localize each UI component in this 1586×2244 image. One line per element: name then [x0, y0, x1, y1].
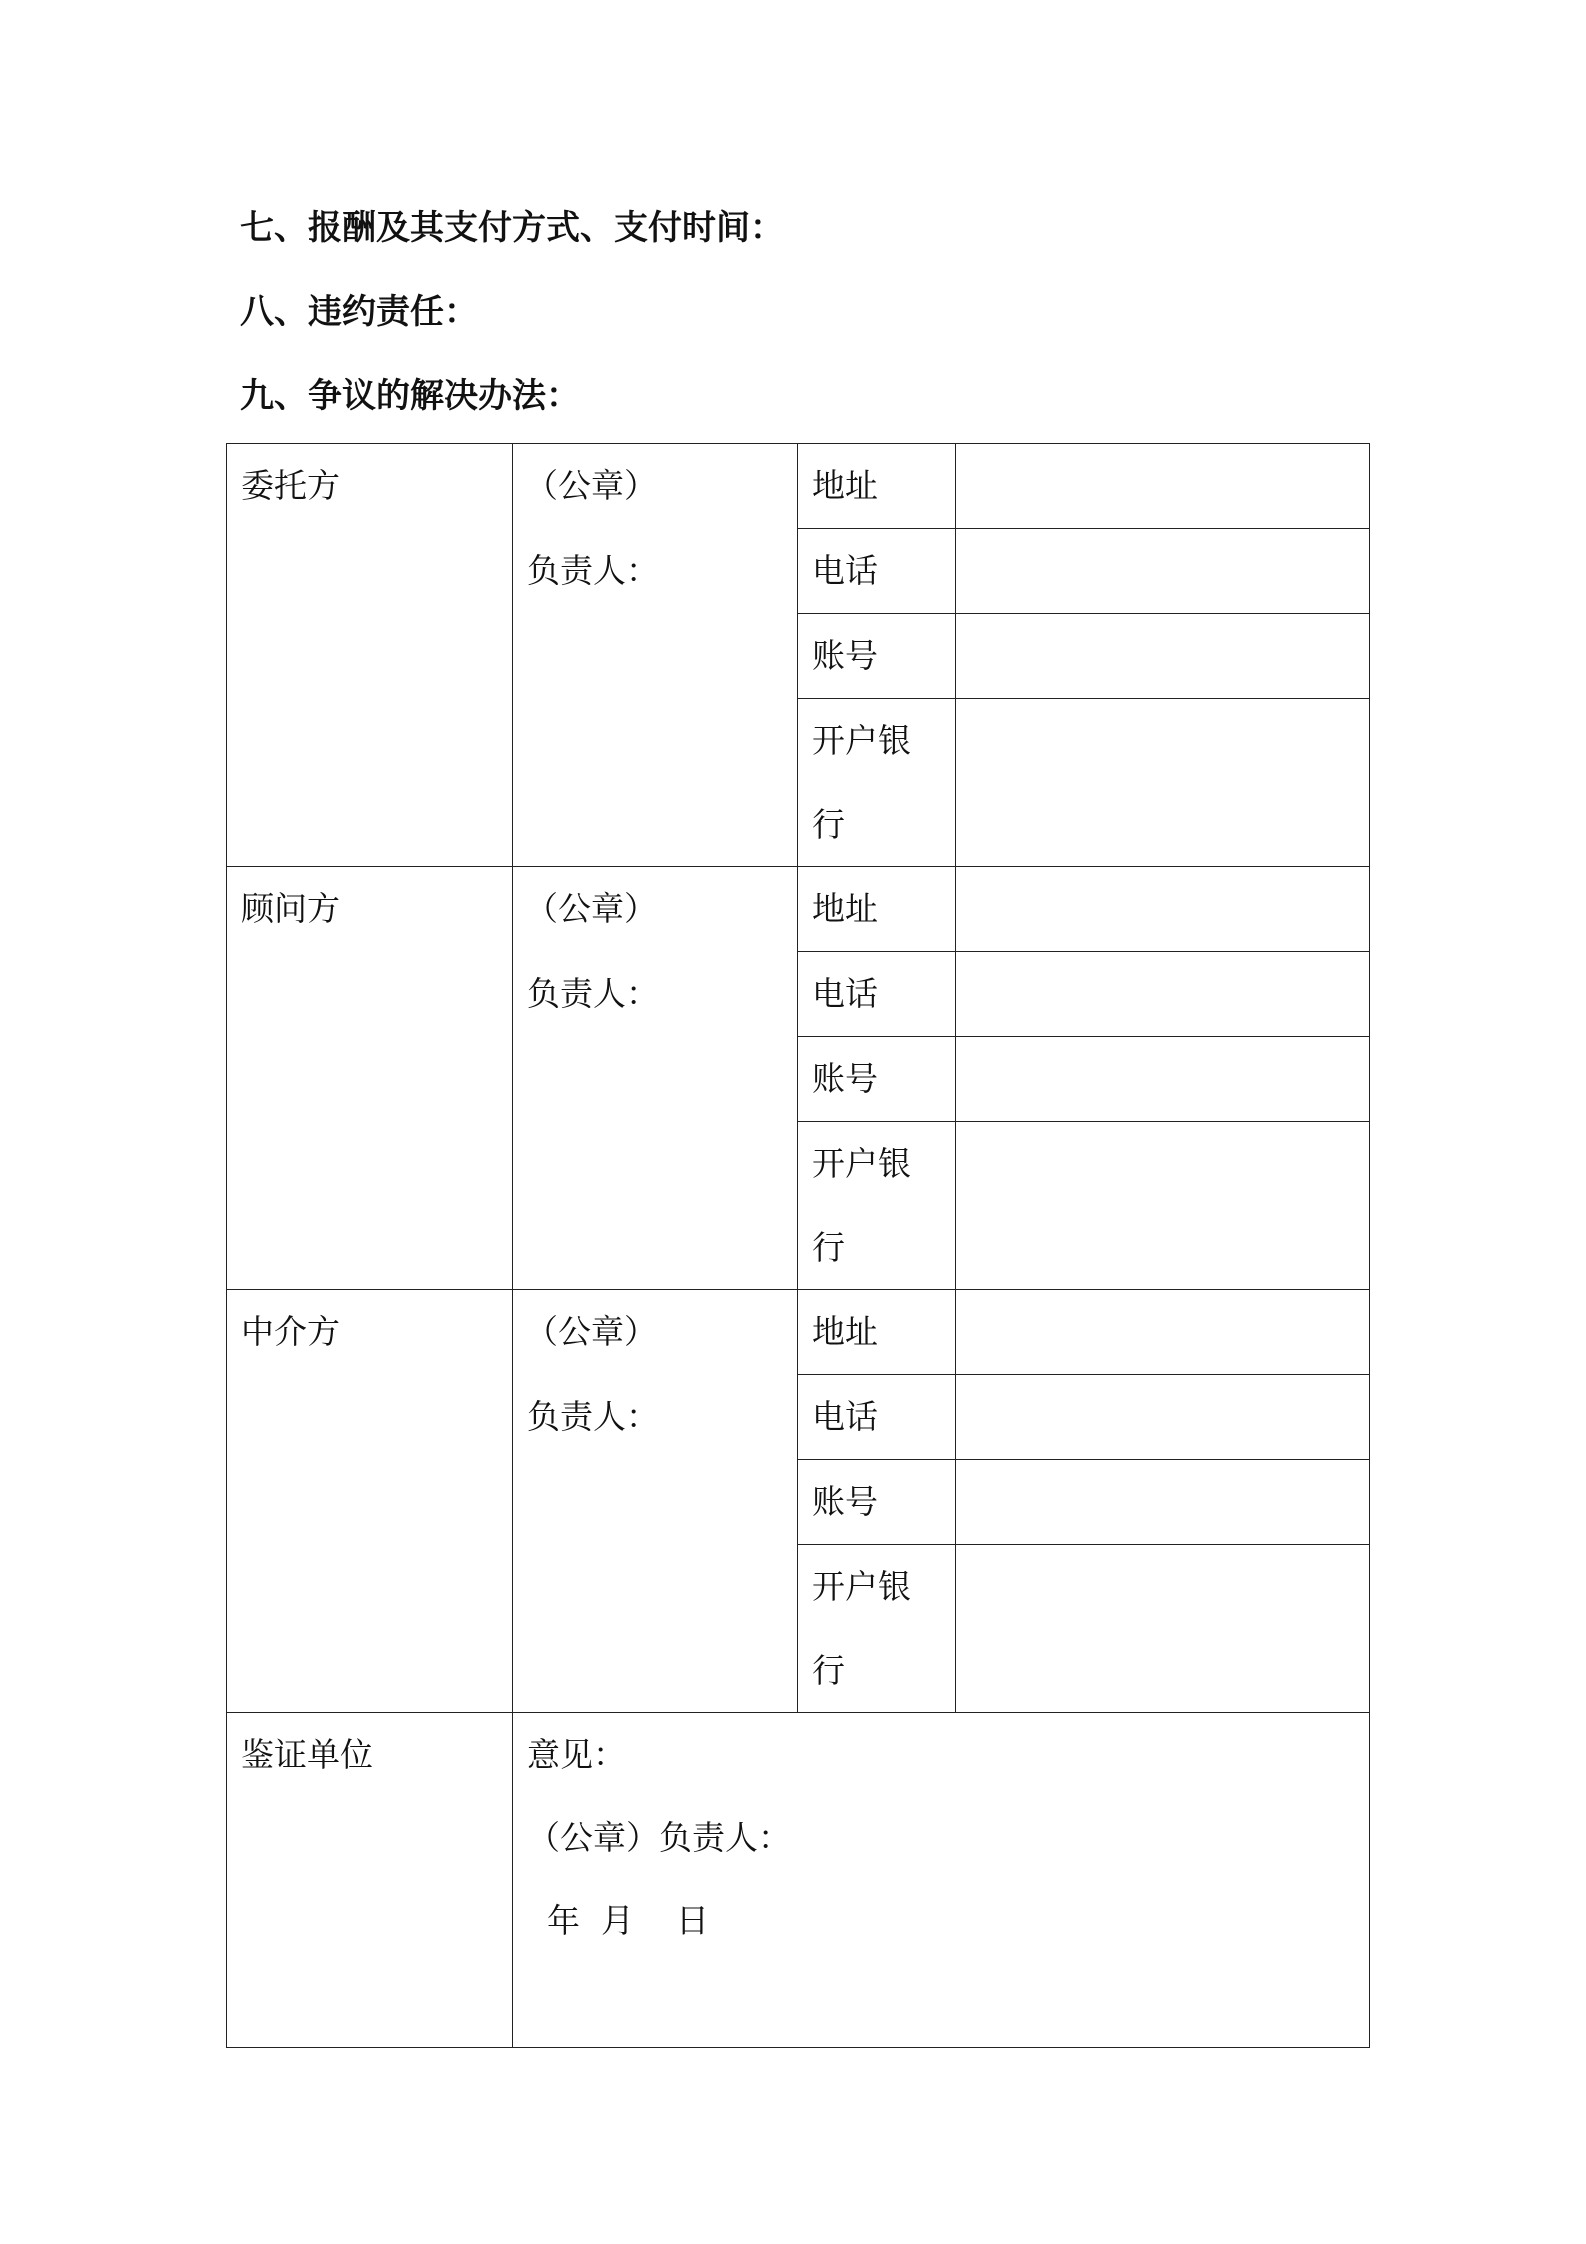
section-seven-heading: 七、报酬及其支付方式、支付时间：: [240, 208, 784, 248]
party-name: 委托方: [241, 466, 340, 505]
seal-cell[interactable]: [513, 867, 798, 1290]
bank-label-line2: 行: [812, 1651, 845, 1690]
bank-label-cell: [798, 1545, 956, 1713]
account-field[interactable]: [956, 1460, 1370, 1545]
phone-field[interactable]: [956, 952, 1370, 1037]
bank-label-cell: [798, 699, 956, 867]
party-row: [227, 867, 1370, 952]
party-name-cell: [227, 1290, 513, 1713]
address-field[interactable]: [956, 444, 1370, 529]
party-row: [227, 1290, 1370, 1375]
account-label: 账号: [812, 636, 878, 675]
bank-field[interactable]: [956, 1122, 1370, 1290]
address-label: 地址: [812, 466, 878, 505]
verification-name: 鉴证单位: [241, 1735, 373, 1774]
signature-table: [226, 443, 1370, 2048]
bank-label-line1: 开户银: [812, 1567, 911, 1606]
bank-label-cell: [798, 1122, 956, 1290]
seal-responsible-label: （公章）负责人：: [527, 1818, 791, 1857]
seal-cell[interactable]: [513, 1290, 798, 1713]
address-label: 地址: [812, 1312, 878, 1351]
seal-label: （公章）: [525, 466, 657, 505]
verification-name-cell: [227, 1713, 513, 2048]
bank-label-line2: 行: [812, 1228, 845, 1267]
verification-row: [227, 1713, 1370, 2048]
responsible-label: 负责人：: [527, 974, 659, 1013]
phone-field[interactable]: [956, 1375, 1370, 1460]
bank-label-line1: 开户银: [812, 1144, 911, 1183]
account-label-cell: [798, 614, 956, 699]
phone-field[interactable]: [956, 529, 1370, 614]
bank-label-line1: 开户银: [812, 721, 911, 760]
address-field[interactable]: [956, 1290, 1370, 1375]
phone-label: 电话: [812, 551, 878, 590]
account-label: 账号: [812, 1482, 878, 1521]
address-label: 地址: [812, 889, 878, 928]
section-nine-heading: 九、争议的解决办法：: [240, 376, 580, 416]
date-label: 年 月 日: [547, 1901, 709, 1940]
bank-label-line2: 行: [812, 805, 845, 844]
account-label: 账号: [812, 1059, 878, 1098]
responsible-label: 负责人：: [527, 551, 659, 590]
party-name: 中介方: [241, 1312, 340, 1351]
seal-cell[interactable]: [513, 444, 798, 867]
responsible-label: 负责人：: [527, 1397, 659, 1436]
phone-label-cell: [798, 529, 956, 614]
party-name: 顾问方: [241, 889, 340, 928]
party-name-cell: [227, 444, 513, 867]
phone-label-cell: [798, 1375, 956, 1460]
account-label-cell: [798, 1460, 956, 1545]
address-label-cell: [798, 1290, 956, 1375]
phone-label: 电话: [812, 974, 878, 1013]
verification-opinion-cell[interactable]: [513, 1713, 1370, 2048]
account-field[interactable]: [956, 614, 1370, 699]
address-field[interactable]: [956, 867, 1370, 952]
bank-field[interactable]: [956, 1545, 1370, 1713]
phone-label-cell: [798, 952, 956, 1037]
bank-field[interactable]: [956, 699, 1370, 867]
party-name-cell: [227, 867, 513, 1290]
phone-label: 电话: [812, 1397, 878, 1436]
account-field[interactable]: [956, 1037, 1370, 1122]
address-label-cell: [798, 867, 956, 952]
account-label-cell: [798, 1037, 956, 1122]
opinion-label: 意见：: [527, 1735, 626, 1774]
party-row: [227, 444, 1370, 529]
address-label-cell: [798, 444, 956, 529]
section-eight-heading: 八、违约责任：: [240, 292, 478, 332]
seal-label: （公章）: [525, 889, 657, 928]
seal-label: （公章）: [525, 1312, 657, 1351]
